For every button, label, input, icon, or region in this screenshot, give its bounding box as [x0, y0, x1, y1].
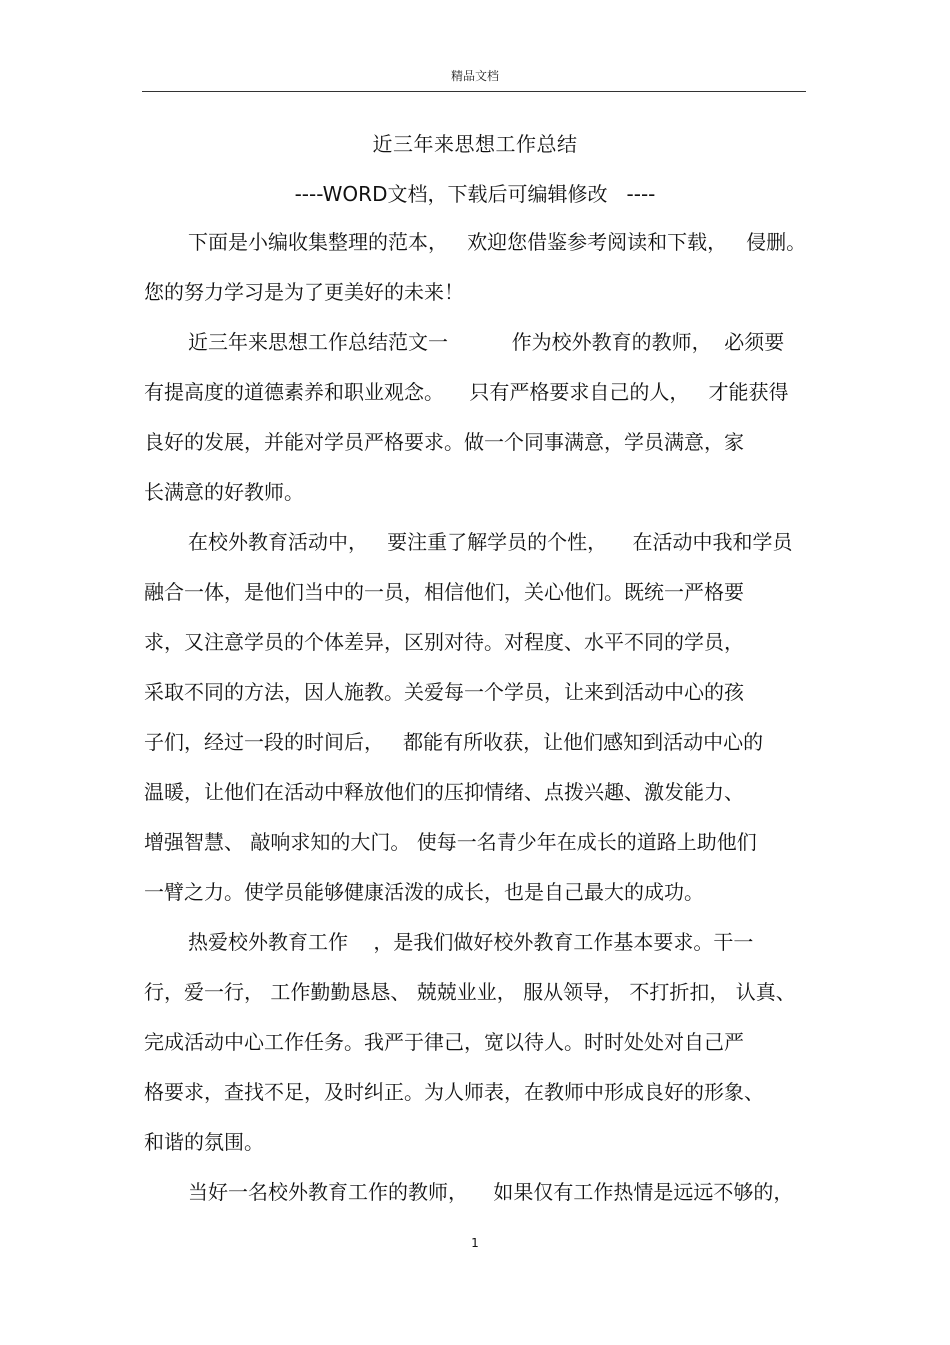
- body-line: 良好的发展，并能对学员严格要求。做一个同事满意，学员满意，家: [144, 430, 744, 454]
- body-line: 有提高度的道德素养和职业观念。 只有严格要求自己的人， 才能获得: [144, 380, 789, 404]
- body-line: 热爱校外教育工作 ，是我们做好校外教育工作基本要求。干一: [188, 930, 754, 954]
- body-line: 增强智慧、 敲响求知的大门。 使每一名青少年在成长的道路上助他们: [144, 830, 757, 854]
- body-line: 子们，经过一段的时间后， 都能有所收获，让他们感知到活动中心的: [144, 730, 764, 754]
- header-divider: [142, 91, 806, 92]
- body-line: 温暖，让他们在活动中释放他们的压抑情绪、点拨兴趣、激发能力、: [144, 780, 744, 804]
- body-line: 采取不同的方法，因人施教。关爱每一个学员，让来到活动中心的孩: [144, 680, 744, 704]
- body-line: 在校外教育活动中， 要注重了解学员的个性， 在活动中我和学员: [188, 530, 793, 554]
- body-line: 行，爱一行， 工作勤勤恳恳、 兢兢业业， 服从领导， 不打折扣， 认真、: [144, 980, 796, 1004]
- document-subtitle: ----WORD文档，下载后可编辑修改 ----: [294, 182, 656, 206]
- document-title: 近三年来思想工作总结: [372, 132, 578, 156]
- body-line: 您的努力学习是为了更美好的未来！: [144, 280, 464, 304]
- body-line: 求，又注意学员的个体差异，区别对待。对程度、水平不同的学员，: [144, 630, 744, 654]
- body-line: 长满意的好教师。: [144, 480, 304, 504]
- body-line: 和谐的氛围。: [144, 1130, 264, 1154]
- body-line: 完成活动中心工作任务。我严于律己，宽以待人。时时处处对自己严: [144, 1030, 744, 1054]
- header-label: 精品文档: [450, 69, 499, 83]
- body-line: 近三年来思想工作总结范文一 作为校外教育的教师， 必须要: [188, 330, 785, 354]
- body-line: 当好一名校外教育工作的教师， 如果仅有工作热情是远远不够的，: [188, 1180, 794, 1204]
- page-number: 1: [471, 1236, 479, 1250]
- body-line: 融合一体，是他们当中的一员，相信他们，关心他们。既统一严格要: [144, 580, 744, 604]
- body-line: 格要求，查找不足，及时纠正。为人师表，在教师中形成良好的形象、: [144, 1080, 764, 1104]
- body-line: 一臂之力。使学员能够健康活泼的成长，也是自己最大的成功。: [144, 880, 704, 904]
- body-line: 下面是小编收集整理的范本， 欢迎您借鉴参考阅读和下载， 侵删。: [188, 230, 807, 254]
